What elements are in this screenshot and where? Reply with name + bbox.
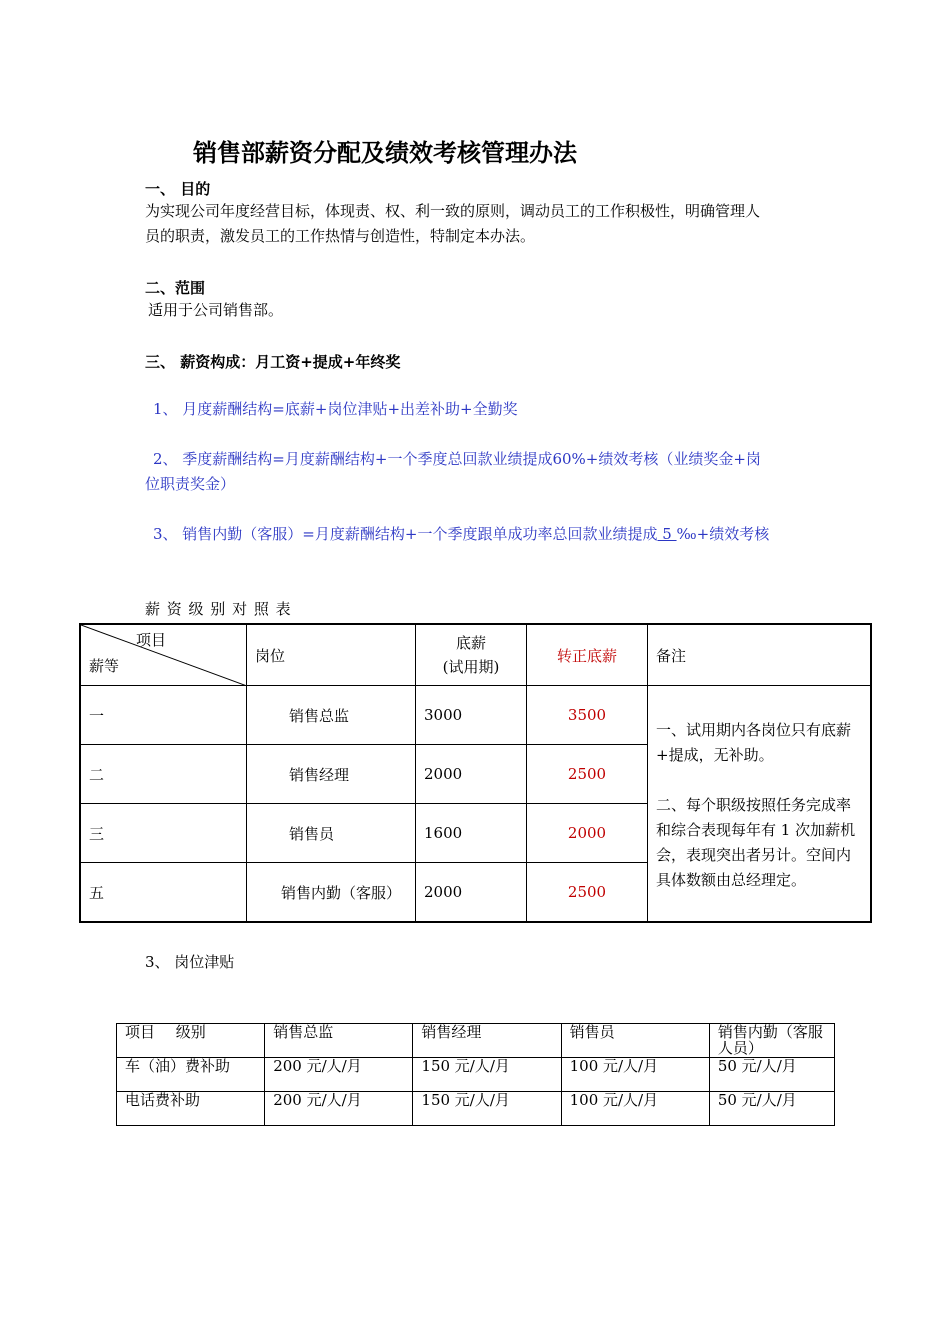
allowance-col-header: 销售内勤（客服人员）: [709, 1024, 834, 1058]
allowance-value: 50 元/人/月: [709, 1058, 834, 1092]
header-position: 岗位: [247, 624, 416, 686]
allowance-value: 150 元/人/月: [413, 1092, 561, 1126]
allowance-col-header: 销售员: [561, 1024, 709, 1058]
salary-item-3-rate: 5: [657, 525, 677, 543]
salary-item-3-suffix: ‰+绩效考核: [676, 525, 770, 543]
header-base: [416, 624, 527, 686]
base-cell: 2000: [416, 745, 527, 804]
allowance-col-header: 销售经理: [413, 1024, 561, 1058]
allowance-row: [117, 1092, 835, 1126]
allowance-row: [117, 1058, 835, 1092]
salary-grade-table: [79, 623, 872, 923]
corner-bottom-label: 薪等: [89, 657, 120, 675]
allowance-col-header: 销售总监: [265, 1024, 413, 1058]
page-title: 销售部薪资分配及绩效考核管理办法: [193, 139, 577, 167]
allowance-value: 50 元/人/月: [709, 1092, 834, 1126]
section-3-heading: 三、 薪资构成：月工资+提成+年终奖: [145, 353, 401, 371]
allowance-header-row: [117, 1024, 835, 1058]
table-row: [80, 686, 871, 745]
grade-cell: 一: [80, 686, 247, 745]
note-paragraph-2: 二、每个职级按照任务完成率和综合表现每年有 1 次加薪机会，表现突出者另计。空间内具体数额由总经理定。: [656, 796, 856, 889]
salary-item-1: 1、 月度薪酬结构=底薪+岗位津贴+出差补助+全勤奖: [153, 400, 518, 418]
allowance-value: 200 元/人/月: [265, 1058, 413, 1092]
allowance-corner-right: 级别: [175, 1023, 206, 1041]
allowance-row-label: 车（油）费补助: [117, 1058, 265, 1092]
section-1-line-1: 为实现公司年度经营目标，体现责、权、利一致的原则，调动员工的工作积极性，明确管理人: [145, 202, 761, 220]
salary-item-3-prefix: 3、 销售内勤（客服）=月度薪酬结构+一个季度跟单成功率总回款业绩提成: [153, 525, 658, 543]
position-cell: 销售员: [247, 804, 416, 863]
header-note: 备注: [648, 624, 872, 686]
position-cell: 销售总监: [247, 686, 416, 745]
section-1-heading: 一、 目的: [145, 180, 211, 198]
allowance-value: 100 元/人/月: [561, 1058, 709, 1092]
allowance-value: 150 元/人/月: [413, 1058, 561, 1092]
corner-top-label: 项目: [136, 631, 167, 649]
position-cell: 销售内勤（客服）: [247, 863, 416, 923]
note-paragraph-1: 一、试用期内各岗位只有底薪+提成，无补助。: [656, 721, 852, 764]
salary-item-2-line-2: 位职责奖金）: [145, 475, 236, 493]
header-base-line-1: 底薪: [455, 634, 486, 652]
note-cell: [648, 686, 872, 923]
base-cell: 1600: [416, 804, 527, 863]
header-regular: 转正底薪: [527, 624, 648, 686]
corner-cell: [80, 624, 247, 686]
grade-cell: 五: [80, 863, 247, 923]
header-base-line-2: (试用期): [442, 658, 500, 676]
allowance-value: 100 元/人/月: [561, 1092, 709, 1126]
section-2-text: 适用于公司销售部。: [148, 301, 284, 319]
salary-item-3: [153, 522, 769, 547]
table-header-row: [80, 624, 871, 686]
base-cell: 3000: [416, 686, 527, 745]
section-1-line-2: 员的职责，激发员工的工作热情与创造性，特制定本办法。: [145, 227, 536, 245]
grade-cell: 二: [80, 745, 247, 804]
allowance-value: 200 元/人/月: [265, 1092, 413, 1126]
regular-cell: 3500: [527, 686, 648, 745]
position-cell: 销售经理: [247, 745, 416, 804]
grade-cell: 三: [80, 804, 247, 863]
allowance-table: [116, 1023, 835, 1126]
allowance-row-label: 电话费补助: [117, 1092, 265, 1126]
regular-cell: 2000: [527, 804, 648, 863]
allowance-corner-cell: [117, 1024, 265, 1058]
salary-table-caption: 薪 资 级 别 对 照 表: [145, 600, 292, 618]
section-2-heading: 二、范围: [145, 279, 206, 297]
allowance-heading: 3、 岗位津贴: [145, 953, 235, 971]
regular-cell: 2500: [527, 745, 648, 804]
allowance-corner-left: 项目: [125, 1023, 156, 1041]
salary-item-2-line-1: 2、 季度薪酬结构=月度薪酬结构+一个季度总回款业绩提成60%+绩效考核（业绩奖金+岗: [153, 450, 761, 468]
regular-cell: 2500: [527, 863, 648, 923]
base-cell: 2000: [416, 863, 527, 923]
